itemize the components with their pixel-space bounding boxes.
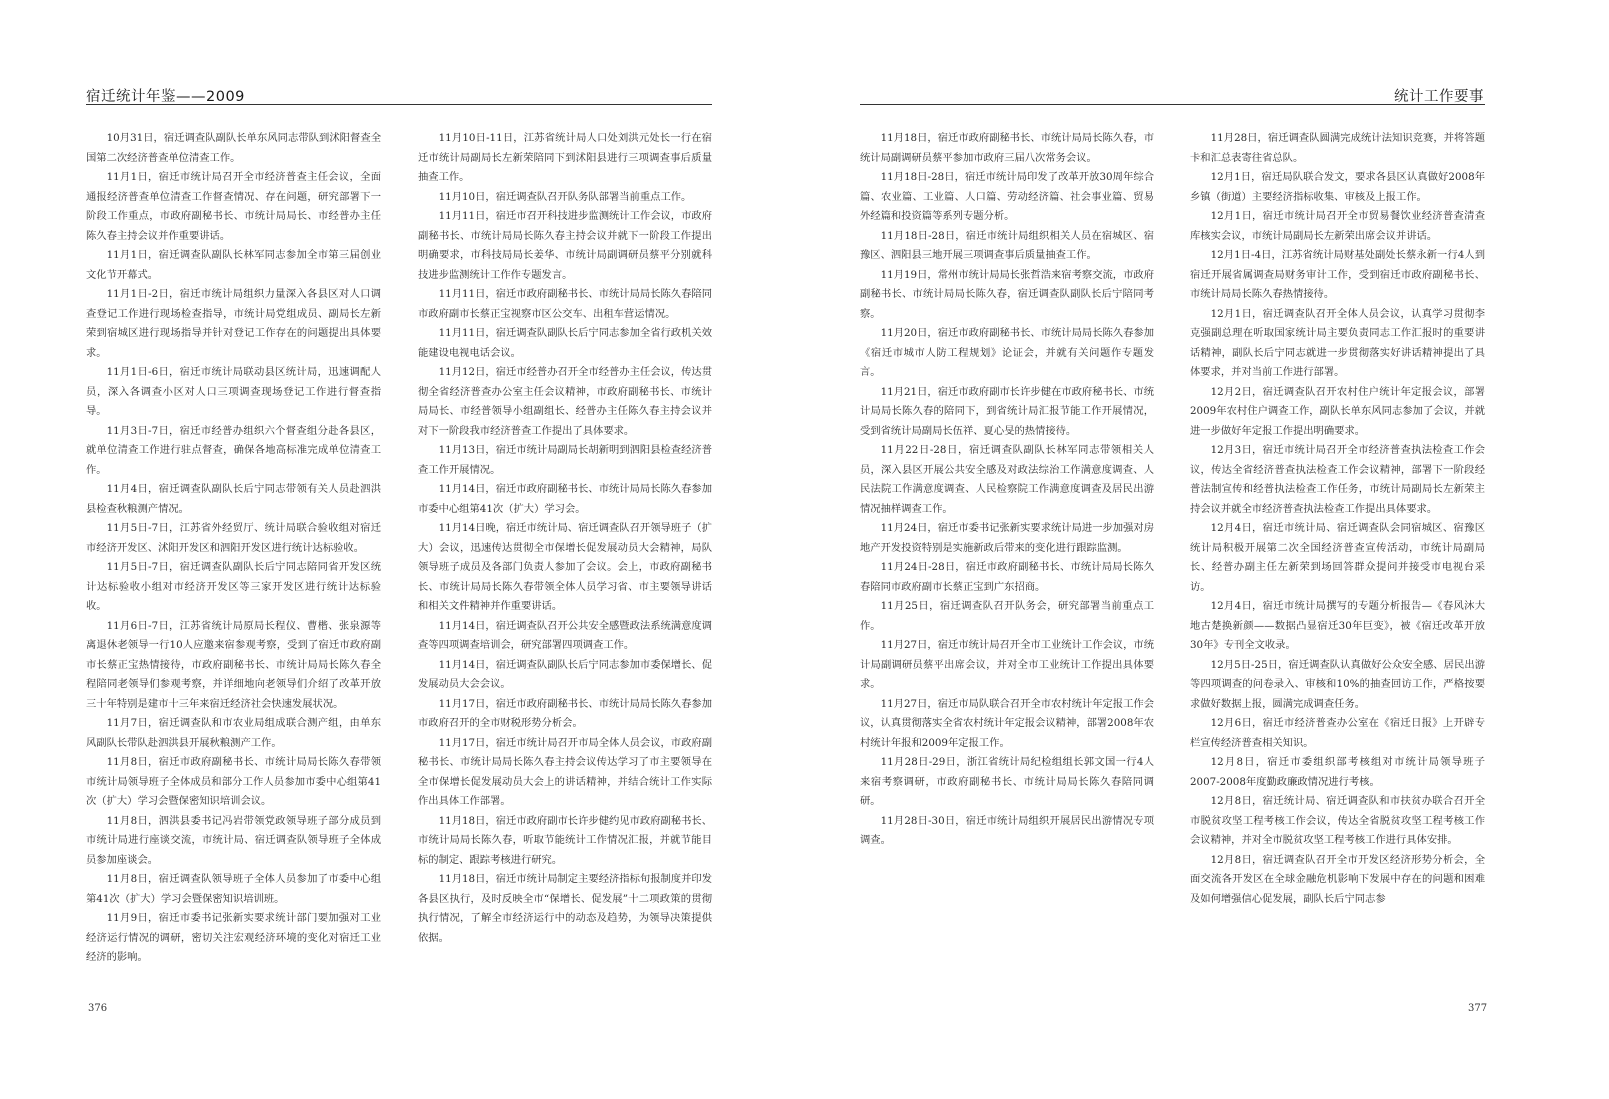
left-column-2 [418, 129, 712, 951]
entry-paragraph: 11月10日，宿迁调查队召开队务队部署当前重点工作。 [438, 190, 692, 203]
entry-paragraph: 12月5日-25日，宿迁调查队认真做好公众安全感、居民出游等四项调查的问卷录入、审核和10%的抽查回访工作，严格按要求做好数据上报，圆满完成调查任务。 [1190, 658, 1485, 710]
right-page [805, 0, 1609, 1099]
right-column-2 [1190, 129, 1485, 951]
entry-paragraph: 11月18日，宿迁市政府副秘书长、市统计局局长陈久春，市统计局副调研员蔡平参加市政府三届八次常务会议。 [860, 132, 1154, 164]
entry-paragraph: 11月3日-7日，宿迁市经普办组织六个督查组分赴各县区，就单位清查工作进行驻点督查，确保各地高标准完成单位清查工作。 [86, 424, 381, 476]
entry-paragraph: 11月8日，泗洪县委书记冯岩带领党政领导班子部分成员到市统计局进行座谈交流，市统计局、宿迁调查队领导班子全体成员参加座谈会。 [86, 814, 381, 866]
entry-paragraph: 11月18日，宿迁市统计局制定主要经济指标旬报制度并印发各县区执行，及时反映全市“保增长、促发展”十二项政策的贯彻执行情况，了解全市经济运行中的动态及趋势，为领导决策提供依据。 [418, 873, 712, 944]
entry-paragraph: 11月17日，宿迁市统计局召开市局全体人员会议，市政府副秘书长、市统计局局长陈久春主持会议传达学习了市主要领导在全市保增长促发展动员大会上的讲话精神，并结合统计工作实际作出具体工作部署。 [418, 736, 712, 807]
entry-paragraph: 11月14日，宿迁调查队召开公共安全感暨政法系统满意度调查等四项调查培训会，研究部署四项调查工作。 [418, 619, 712, 651]
entry-paragraph: 11月24日-28日，宿迁市政府副秘书长、市统计局局长陈久春陪同市政府副市长蔡正宝到广东招商。 [860, 561, 1154, 593]
entry-paragraph: 11月11日，宿迁调查队副队长后宁同志参加全省行政机关效能建设电视电话会议。 [418, 327, 712, 359]
entry-paragraph: 11月1日-2日，宿迁市统计局组织力量深入各县区对人口调查登记工作进行现场检查指导，市统计局党组成员、副局长左新荣到宿城区进行现场指导并针对登记工作存在的问题提出具体要求。 [86, 288, 381, 359]
entry-paragraph: 11月9日，宿迁市委书记张新实要求统计部门要加强对工业经济运行情况的调研，密切关注宏观经济环境的变化对宿迁工业经济的影响。 [86, 912, 381, 963]
entry-paragraph: 12月2日，宿迁调查队召开农村住户统计年定报会议，部署2009年农村住户调查工作，副队长单东风同志参加了会议，并就进一步做好年定报工作提出明确要求。 [1190, 385, 1485, 437]
entry-paragraph: 12月8日，宿迁调查队召开全市开发区经济形势分析会，全面交流各开发区在全球金融危机影响下发展中存在的问题和困难及如何增强信心促发展，副队长后宁同志参 [1190, 853, 1485, 905]
entry-paragraph: 12月1日-4日，江苏省统计局财基处副处长蔡永新一行4人到宿迁开展省属调查局财务审计工作，受到宿迁市政府副秘书长、市统计局局长陈久春热情接待。 [1190, 249, 1485, 300]
entry-paragraph: 11月19日，常州市统计局局长张哲浩来宿考察交流，市政府副秘书长、市统计局局长陈久春，宿迁调查队副队长后宁陪同考察。 [860, 268, 1154, 320]
entry-paragraph: 11月13日，宿迁市统计局副局长胡新明到泗阳县检查经济普查工作开展情况。 [418, 444, 712, 476]
entry-paragraph: 11月28日，宿迁调查队圆满完成统计法知识竞赛，并将答题卡和汇总表寄往省总队。 [1190, 132, 1485, 164]
entry-paragraph: 11月20日，宿迁市政府副秘书长、市统计局局长陈久春参加《宿迁市城市人防工程规划》论证会，并就有关问题作专题发言。 [860, 327, 1154, 378]
entry-paragraph: 12月3日，宿迁市统计局召开全市经济普查执法检查工作会议，传达全省经济普查执法检查工作会议精神，部署下一阶段经普法制宣传和经普执法检查工作任务，市统计局副局长左新荣主持会议并就全市经济普查执法检查工作提出具体要求。 [1190, 444, 1485, 515]
entry-paragraph: 11月28日-30日，宿迁市统计局组织开展居民出游情况专项调查。 [860, 814, 1154, 846]
entry-paragraph: 11月22日-28日，宿迁调查队副队长林军同志带领相关人员，深入县区开展公共安全感及对政法综治工作满意度调查、人民法院工作满意度调查、人民检察院工作满意度调查及居民出游情况抽样调查工作。 [860, 444, 1154, 515]
entry-paragraph: 11月14日晚，宿迁市统计局、宿迁调查队召开领导班子（扩大）会议，迅速传达贯彻全市保增长促发展动员大会精神，局队领导班子成员及各部门负责人参加了会议。会上，市政府副秘书长、市统计局局长陈久春带领全体人员学习省、市主要领导讲话和相关文件精神并作重要讲话。 [418, 522, 712, 612]
page-number-right: 377 [1468, 1003, 1488, 1014]
entry-paragraph: 11月8日，宿迁市政府副秘书长、市统计局局长陈久春带领市统计局领导班子全体成员和部分工作人员参加市委中心组第41次（扩大）学习会暨保密知识培训会议。 [86, 756, 381, 807]
entry-paragraph: 11月21日，宿迁市政府副市长许步健在市政府秘书长、市统计局局长陈久春的陪同下，到省统计局汇报节能工作开展情况，受到省统计局副局长伍祥、夏心旻的热情接待。 [860, 385, 1154, 437]
left-page [0, 0, 804, 1099]
entry-paragraph: 11月17日，宿迁市政府副秘书长、市统计局局长陈久春参加市政府召开的全市财税形势分析会。 [418, 697, 712, 729]
entry-paragraph: 11月12日，宿迁市经普办召开全市经普办主任会议，传达贯彻全省经济普查办公室主任会议精神，市政府副秘书长、市统计局局长、市经普领导小组副组长、经普办主任陈久春主持会议并对下一阶段我市经济普查工作提出了具体要求。 [418, 366, 712, 437]
entry-paragraph: 11月8日，宿迁调查队领导班子全体人员参加了市委中心组第41次（扩大）学习会暨保密知识培训班。 [86, 873, 381, 905]
entry-paragraph: 11月27日，宿迁市局队联合召开全市农村统计年定报工作会议，认真贯彻落实全省农村统计年定报会议精神，部署2008年农村统计年报和2009年定报工作。 [860, 697, 1154, 749]
header-rule-left [86, 104, 712, 105]
entry-paragraph: 12月1日，宿迁局队联合发文，要求各县区认真做好2008年乡镇（街道）主要经济指标收集、审核及上报工作。 [1190, 171, 1485, 203]
entry-paragraph: 12月4日，宿迁市统计局、宿迁调查队会同宿城区、宿豫区统计局积极开展第二次全国经济普查宣传活动，市统计局副局长、经普办副主任左新荣到场回答群众提问并接受市电视台采访。 [1190, 522, 1485, 593]
entry-paragraph: 10月31日，宿迁调查队副队长单东风同志带队到沭阳督查全国第二次经济普查单位清查工作。 [86, 132, 381, 164]
entry-paragraph: 11月10日-11日，江苏省统计局人口处刘洪元处长一行在宿迁市统计局副局长左新荣陪同下到沭阳县进行三项调查事后质量抽查工作。 [418, 132, 712, 183]
right-column-1 [860, 129, 1154, 951]
entry-paragraph: 11月5日-7日，江苏省外经贸厅、统计局联合验收组对宿迁市经济开发区、沭阳开发区和泗阳开发区进行统计达标验收。 [86, 522, 381, 554]
entry-paragraph: 12月6日，宿迁市经济普查办公室在《宿迁日报》上开辟专栏宣传经济普查相关知识。 [1190, 717, 1485, 749]
entry-paragraph: 11月11日，宿迁市政府副秘书长、市统计局局长陈久春陪同市政府副市长蔡正宝视察市区公交车、出租车营运情况。 [418, 288, 712, 320]
left-column-1 [86, 129, 381, 963]
entry-paragraph: 11月28日-29日，浙江省统计局纪检组组长郭文国一行4人来宿考察调研，市政府副秘书长、市统计局局长陈久春陪同调研。 [860, 756, 1154, 807]
entry-paragraph: 11月18日-28日，宿迁市统计局组织相关人员在宿城区、宿豫区、泗阳县三地开展三项调查事后质量抽查工作。 [860, 229, 1154, 261]
entry-paragraph: 11月6日-7日，江苏省统计局原局长程仪、曹楷、张泉源等离退休老领导一行10人应邀来宿参观考察，受到了宿迁市政府副市长蔡正宝热情接待，市政府副秘书长、市统计局局长陈久春全程陪同老领导们参观考察，并详细地向老领导们介绍了改革开放三十年特别是建市十三年来宿迁经济社会快速发展状况。 [86, 619, 381, 710]
entry-paragraph: 11月1日，宿迁调查队副队长林军同志参加全市第三届创业文化节开幕式。 [86, 249, 381, 281]
entry-paragraph: 11月11日，宿迁市召开科技进步监测统计工作会议，市政府副秘书长、市统计局局长陈久春主持会议并就下一阶段工作提出明确要求，市科技局局长姜华、市统计局副调研员蔡平分别就科技进步监测统计工作作专题发言。 [418, 210, 712, 281]
header-rule-right [860, 104, 1485, 105]
entry-paragraph: 11月4日，宿迁调查队副队长后宁同志带领有关人员赴泗洪县检查秋粮测产情况。 [86, 483, 381, 515]
running-header-left: 宿迁统计年鉴——2009 [86, 89, 245, 105]
page-number-left: 376 [88, 1003, 108, 1014]
entry-paragraph: 11月7日，宿迁调查队和市农业局组成联合测产组，由单东风副队长带队赴泗洪县开展秋粮测产工作。 [86, 717, 381, 749]
entry-paragraph: 12月1日，宿迁市统计局召开全市贸易餐饮业经济普查清查库核实会议，市统计局副局长左新荣出席会议并讲话。 [1190, 210, 1485, 242]
entry-paragraph: 11月1日，宿迁市统计局召开全市经济普查主任会议，全面通报经济普查单位清查工作督查情况、存在问题，研究部署下一阶段工作重点，市政府副秘书长、市统计局局长、市经普办主任陈久春主持会议并作重要讲话。 [86, 171, 381, 242]
entry-paragraph: 11月25日，宿迁调查队召开队务会，研究部署当前重点工作。 [860, 600, 1154, 632]
entry-paragraph: 11月1日-6日，宿迁市统计局联动县区统计局，迅速调配人员，深入各调查小区对人口三项调查现场登记工作进行督查指导。 [86, 366, 381, 417]
entry-paragraph: 11月18日-28日，宿迁市统计局印发了改革开放30周年综合篇、农业篇、工业篇、人口篇、劳动经济篇、社会事业篇、贸易外经篇和投资篇等系列专题分析。 [860, 171, 1154, 222]
entry-paragraph: 11月14日，宿迁调查队副队长后宁同志参加市委保增长、促发展动员大会会议。 [418, 658, 712, 690]
entry-paragraph: 11月27日，宿迁市统计局召开全市工业统计工作会议，市统计局副调研员蔡平出席会议，并对全市工业统计工作提出具体要求。 [860, 639, 1154, 690]
entry-paragraph: 12月8日，宿迁市委组织部考核组对市统计局领导班子2007-2008年度勤政廉政情况进行考核。 [1190, 756, 1485, 788]
entry-paragraph: 11月18日，宿迁市政府副市长许步健约见市政府副秘书长、市统计局局长陈久春，听取节能统计工作情况汇报，并就节能目标的制定、跟踪考核进行研究。 [418, 814, 712, 866]
entry-paragraph: 11月5日-7日，宿迁调查队副队长后宁同志陪同省开发区统计达标验收小组对市经济开发区等三家开发区进行统计达标验收。 [86, 561, 381, 612]
entry-paragraph: 12月1日，宿迁调查队召开全体人员会议，认真学习贯彻李克强副总理在听取国家统计局主要负责同志工作汇报时的重要讲话精神，副队长后宁同志就进一步贯彻落实好讲话精神提出了具体要求，并对当前工作进行部署。 [1190, 307, 1485, 378]
entry-paragraph: 12月4日，宿迁市统计局撰写的专题分析报告—《春风沐大地古楚换新颜——数据凸显宿迁30年巨变》，被《宿迁改革开放30年》专刊全文收录。 [1190, 600, 1485, 651]
running-header-right: 统计工作要事 [1394, 89, 1484, 105]
entry-paragraph: 11月14日，宿迁市政府副秘书长、市统计局局长陈久春参加市委中心组第41次（扩大）学习会。 [418, 483, 712, 515]
entry-paragraph: 12月8日，宿迁统计局、宿迁调查队和市扶贫办联合召开全市脱贫攻坚工程考核工作会议，传达全省脱贫攻坚工程考核工作会议精神，并对全市脱贫攻坚工程考核工作进行具体安排。 [1190, 795, 1485, 846]
entry-paragraph: 11月24日，宿迁市委书记张新实要求统计局进一步加强对房地产开发投资特别是实施新政后带来的变化进行跟踪监测。 [860, 522, 1154, 554]
